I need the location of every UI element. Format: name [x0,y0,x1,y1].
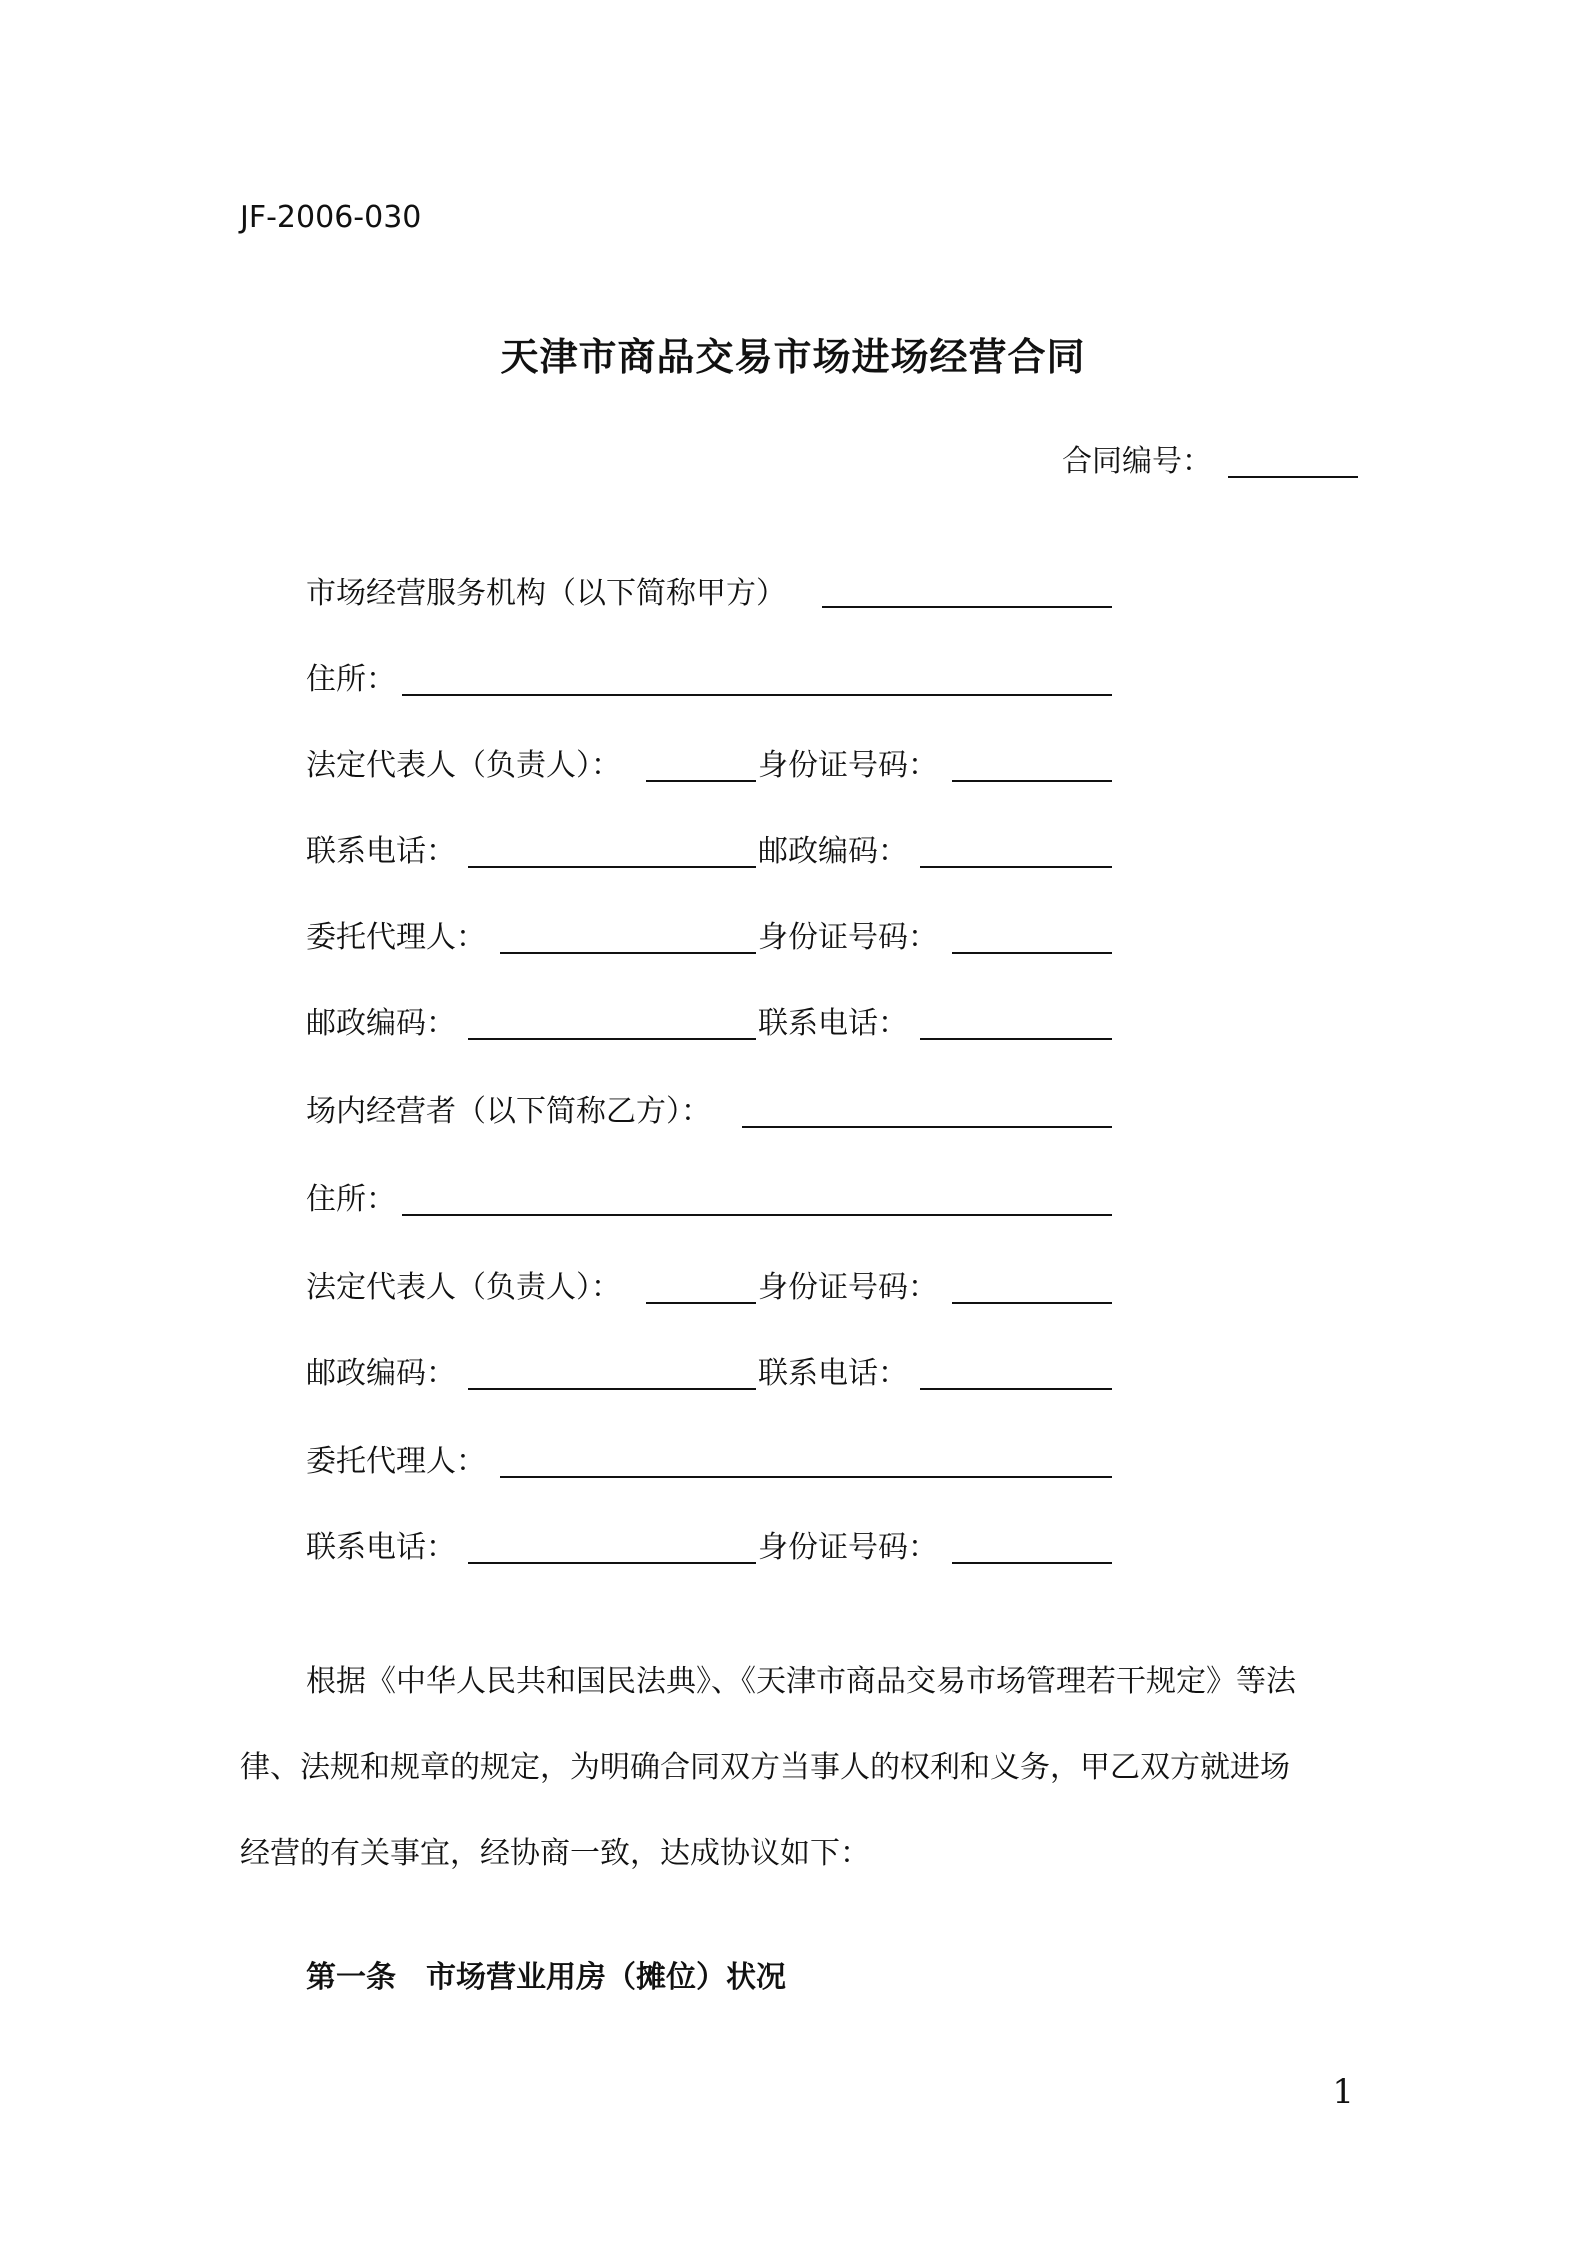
preamble-line-2: 律、法规和规章的规定，为明确合同双方当事人的权利和义务，甲乙双方就进场 [240,1750,1290,1785]
party-a-org-label: 市场经营服务机构（以下简称甲方） [306,576,786,611]
party-a-address-label: 住所： [306,662,396,697]
party-a-agent-id-blank[interactable] [952,952,1112,954]
party-b-id-blank[interactable] [952,1302,1112,1304]
party-b-phone2-label: 联系电话： [306,1530,456,1565]
party-a-phone-blank[interactable] [468,866,756,868]
party-b-id2-label: 身份证号码： [758,1530,938,1565]
article-1-heading: 第一条 市场营业用房（摊位）状况 [306,1960,786,1995]
party-a-legal-rep-label: 法定代表人（负责人）： [306,748,621,783]
party-a-agent-label: 委托代理人： [306,920,486,955]
party-b-postcode-label: 邮政编码： [306,1356,456,1391]
page-number: 1 [1332,2072,1354,2112]
preamble-line-1: 根据《中华人民共和国民法典》、《天津市商品交易市场管理若干规定》等法 [306,1664,1296,1699]
party-a-phone-label: 联系电话： [306,834,456,869]
party-a-postcode-label: 邮政编码： [758,834,908,869]
party-b-id2-blank[interactable] [952,1562,1112,1564]
party-b-phone2-blank[interactable] [468,1562,756,1564]
party-b-id-label: 身份证号码： [758,1270,938,1305]
party-b-org-label: 场内经营者（以下简称乙方）： [306,1094,711,1129]
party-a-agent-id-label: 身份证号码： [758,920,938,955]
party-a-address-blank[interactable] [402,694,1112,696]
contract-number-blank[interactable] [1228,476,1358,478]
party-b-address-blank[interactable] [402,1214,1112,1216]
party-b-phone-blank[interactable] [920,1388,1112,1390]
party-a-postcode2-blank[interactable] [468,1038,756,1040]
form-code: JF-2006-030 [240,200,422,235]
document-title: 天津市商品交易市场进场经营合同 [500,335,1086,379]
party-a-phone2-blank[interactable] [920,1038,1112,1040]
contract-number-label: 合同编号： [1062,444,1212,479]
party-a-postcode2-label: 邮政编码： [306,1006,456,1041]
party-b-postcode-blank[interactable] [468,1388,756,1390]
party-a-postcode-blank[interactable] [920,866,1112,868]
party-b-legal-rep-label: 法定代表人（负责人）： [306,1270,621,1305]
party-b-phone-label: 联系电话： [758,1356,908,1391]
preamble-line-3: 经营的有关事宜，经协商一致，达成协议如下： [240,1836,870,1871]
party-a-org-blank[interactable] [822,606,1112,608]
party-b-agent-blank[interactable] [500,1476,1112,1478]
party-b-agent-label: 委托代理人： [306,1444,486,1479]
party-b-org-blank[interactable] [742,1126,1112,1128]
party-b-legal-rep-blank[interactable] [646,1302,756,1304]
party-a-phone2-label: 联系电话： [758,1006,908,1041]
party-a-id-blank[interactable] [952,780,1112,782]
party-a-agent-blank[interactable] [500,952,756,954]
party-b-address-label: 住所： [306,1182,396,1217]
party-a-legal-rep-blank[interactable] [646,780,756,782]
party-a-id-label: 身份证号码： [758,748,938,783]
